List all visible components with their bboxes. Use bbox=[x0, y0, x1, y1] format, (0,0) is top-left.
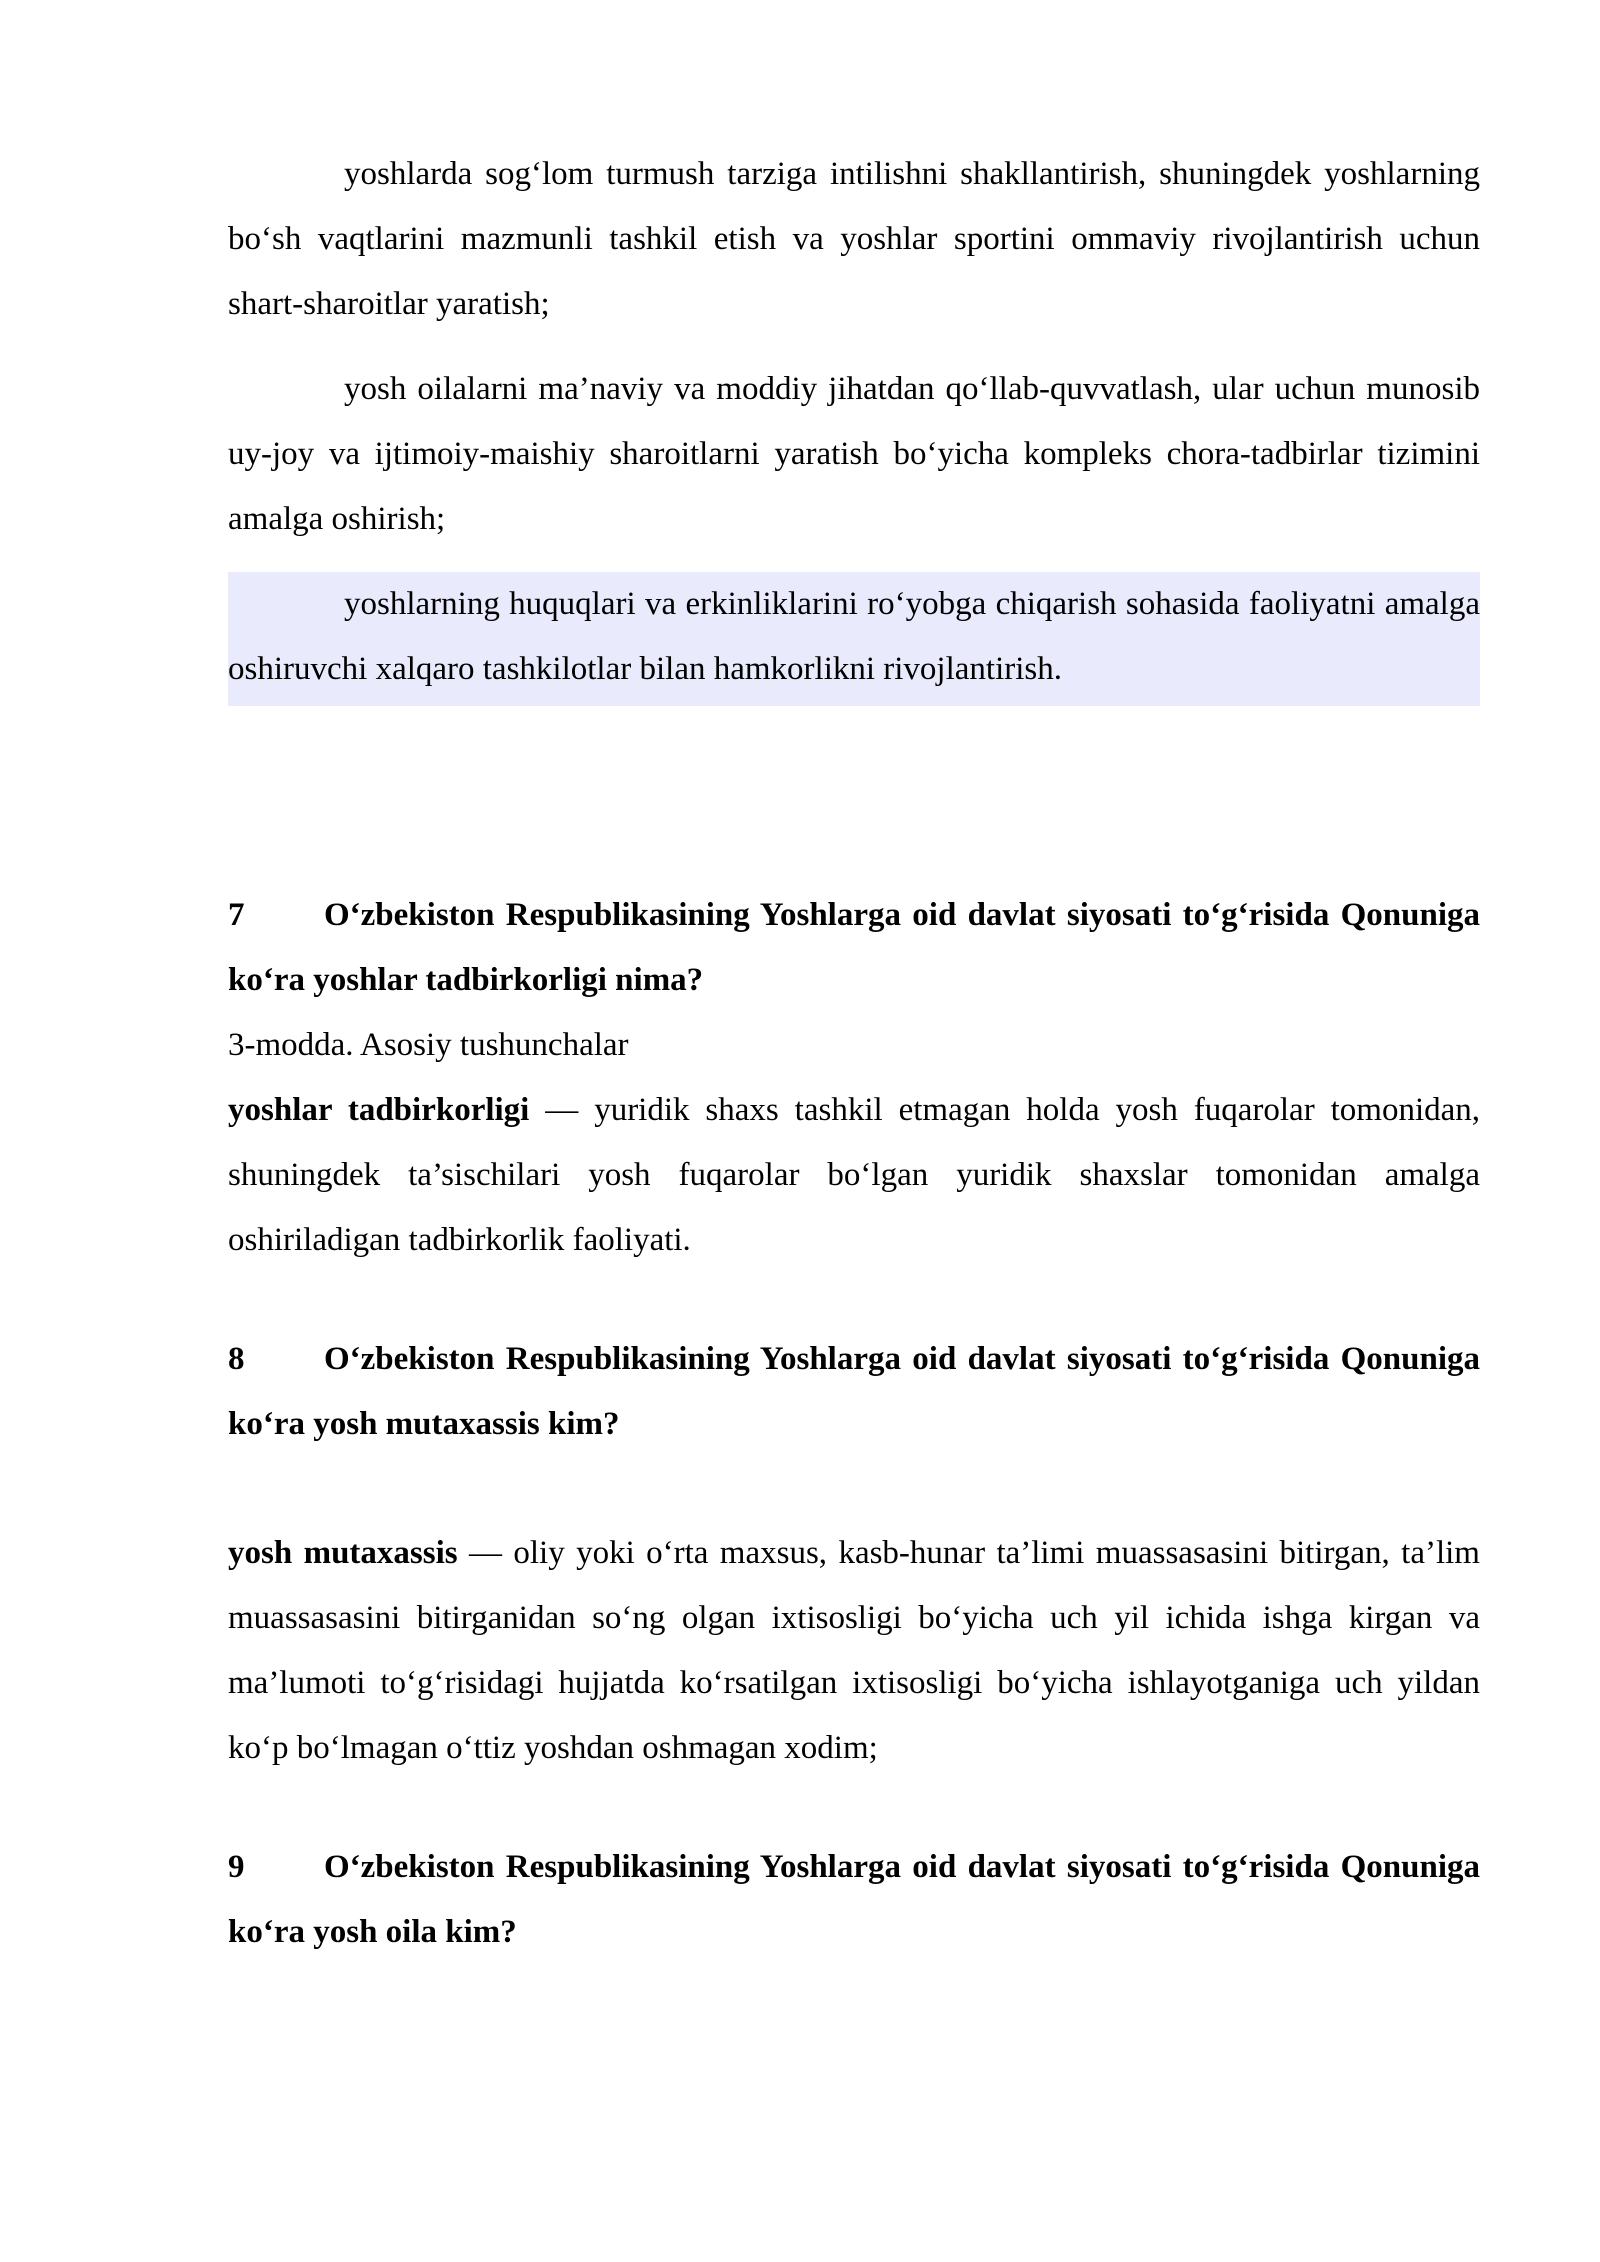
question-8-text: O‘zbekiston Respublikasining Yoshlarga oid davlat siyosati to‘g‘risida Qonuniga ko‘ra yosh mutaxassis kim? bbox=[228, 1341, 1480, 1442]
definition-text-youth-entrepreneurship: — yuridik shaxs tashkil etmagan holda yosh fuqarolar tomonidan, shuningdek ta’sischilari yosh fuqarolar bo‘lgan yuridik shaxslar tomonidan amalga oshiriladigan tadbirkorlik faoliyati. bbox=[228, 1092, 1481, 1258]
definition-youth-entrepreneurship bbox=[228, 1078, 1480, 1273]
question-7-text: O‘zbekiston Respublikasining Yoshlarga oid davlat siyosati to‘g‘risida Qonuniga ko‘ra yoshlar tadbirkorligi nima? bbox=[228, 897, 1480, 998]
article-heading: 3-modda. Asosiy tushunchalar bbox=[228, 1027, 629, 1063]
definition-text-young-specialist: — oliy yoki o‘rta maxsus, kasb-hunar ta’limi muassasasini bitirgan, ta’lim muassasasini bitirganidan so‘ng olgan ixtisosligi bo‘yicha uch yil ichida ishga kirgan va ma’lumoti to‘g‘risidagi hujjatda ko‘rsatilgan ixtisosligi bo‘yicha ishlayotganiga uch yildan ko‘p bo‘lmagan o‘ttiz yoshdan oshmagan xodim; bbox=[228, 1535, 1480, 1766]
question-7-number: 7 bbox=[228, 897, 245, 933]
question-7 bbox=[228, 883, 1480, 1013]
paragraph-healthy-lifestyle: yoshlarda sog‘lom turmush tarziga intilishni shakllantirish, shuningdek yoshlarning bo‘sh vaqtlarini mazmunli tashkil etish va yoshlar sportini ommaviy rivojlantirish uchun shart-sharoitlar yaratish; bbox=[228, 156, 1480, 322]
question-8 bbox=[228, 1327, 1480, 1457]
question-9-number: 9 bbox=[228, 1849, 245, 1885]
term-youth-entrepreneurship: yoshlar tadbirkorligi bbox=[228, 1092, 530, 1128]
paragraph-young-families: yosh oilalarni ma’naviy va moddiy jihatdan qo‘llab-quvvatlash, ular uchun munosib uy-joy va ijtimoiy-maishiy sharoitlarni yaratish bo‘yicha kompleks chora-tadbirlar tizimini amalga oshirish; bbox=[228, 371, 1480, 537]
term-young-specialist: yosh mutaxassis bbox=[228, 1535, 458, 1571]
definition-young-specialist bbox=[228, 1521, 1480, 1781]
document-page bbox=[228, 142, 1480, 1965]
question-8-number: 8 bbox=[228, 1341, 245, 1377]
paragraph-international-cooperation-highlighted: yoshlarning huquqlari va erkinliklarini ro‘yobga chiqarish sohasida faoliyatni amalga oshiruvchi xalqaro tashkilotlar bilan hamkorlikni rivojlantirish. bbox=[228, 572, 1480, 706]
question-9 bbox=[228, 1835, 1480, 1965]
question-9-text: O‘zbekiston Respublikasining Yoshlarga oid davlat siyosati to‘g‘risida Qonuniga ko‘ra yosh oila kim? bbox=[228, 1849, 1480, 1950]
